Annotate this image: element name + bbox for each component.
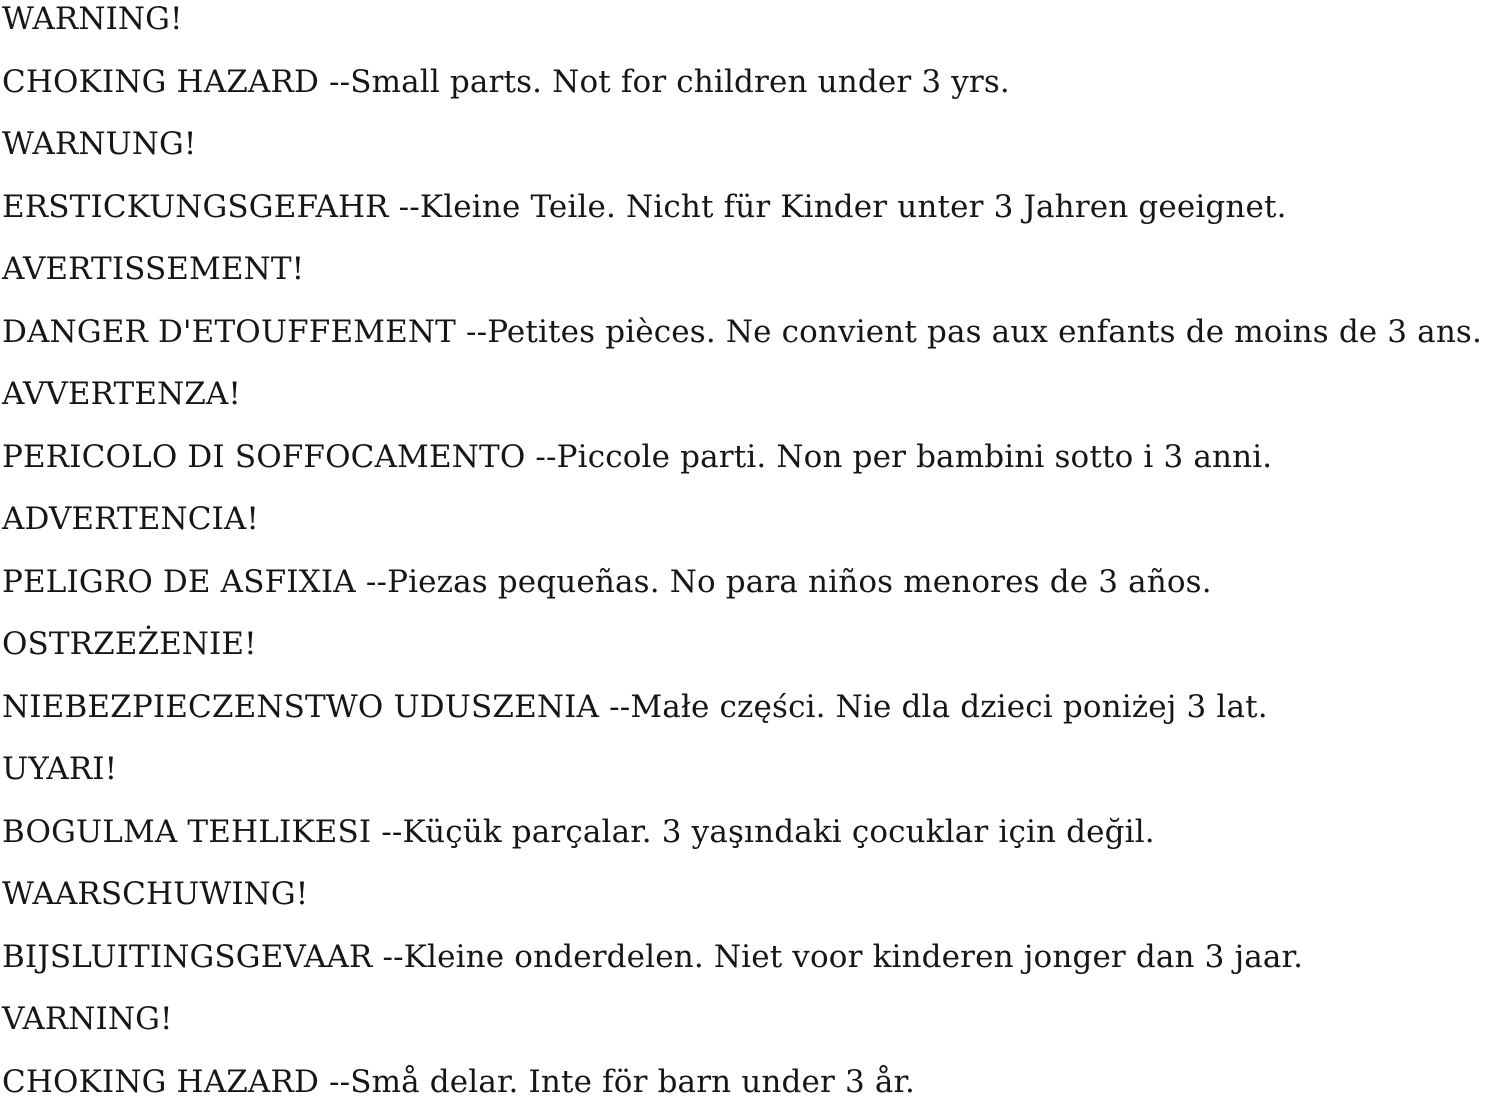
warning-text-french: DANGER D'ETOUFFEMENT --Petites pièces. Ne convient pas aux enfants de moins de 3 ans. xyxy=(2,301,1498,364)
warning-sheet xyxy=(2,0,1498,1113)
warning-text-turkish: BOGULMA TEHLIKESI --Küçük parçalar. 3 yaşındaki çocuklar için değil. xyxy=(2,801,1498,864)
warning-heading-french: AVERTISSEMENT! xyxy=(2,238,1498,301)
warning-heading-swedish: VARNING! xyxy=(2,988,1498,1051)
warning-heading-spanish: ADVERTENCIA! xyxy=(2,488,1498,551)
warning-heading-german: WARNUNG! xyxy=(2,113,1498,176)
warning-heading-english: WARNING! xyxy=(2,0,1498,51)
warning-heading-italian: AVVERTENZA! xyxy=(2,363,1498,426)
warning-text-polish: NIEBEZPIECZENSTWO UDUSZENIA --Małe części. Nie dla dzieci poniżej 3 lat. xyxy=(2,676,1498,739)
warning-text-german: ERSTICKUNGSGEFAHR --Kleine Teile. Nicht für Kinder unter 3 Jahren geeignet. xyxy=(2,176,1498,239)
warning-text-dutch: BIJSLUITINGSGEVAAR --Kleine onderdelen. Niet voor kinderen jonger dan 3 jaar. xyxy=(2,926,1498,989)
warning-heading-turkish: UYARI! xyxy=(2,738,1498,801)
warning-text-italian: PERICOLO DI SOFFOCAMENTO --Piccole parti. Non per bambini sotto i 3 anni. xyxy=(2,426,1498,489)
warning-text-english: CHOKING HAZARD --Small parts. Not for children under 3 yrs. xyxy=(2,51,1498,114)
warning-text-spanish: PELIGRO DE ASFIXIA --Piezas pequeñas. No para niños menores de 3 años. xyxy=(2,551,1498,614)
warning-heading-dutch: WAARSCHUWING! xyxy=(2,863,1498,926)
warning-heading-polish: OSTRZEŻENIE! xyxy=(2,613,1498,676)
warning-text-swedish: CHOKING HAZARD --Små delar. Inte för barn under 3 år. xyxy=(2,1051,1498,1113)
